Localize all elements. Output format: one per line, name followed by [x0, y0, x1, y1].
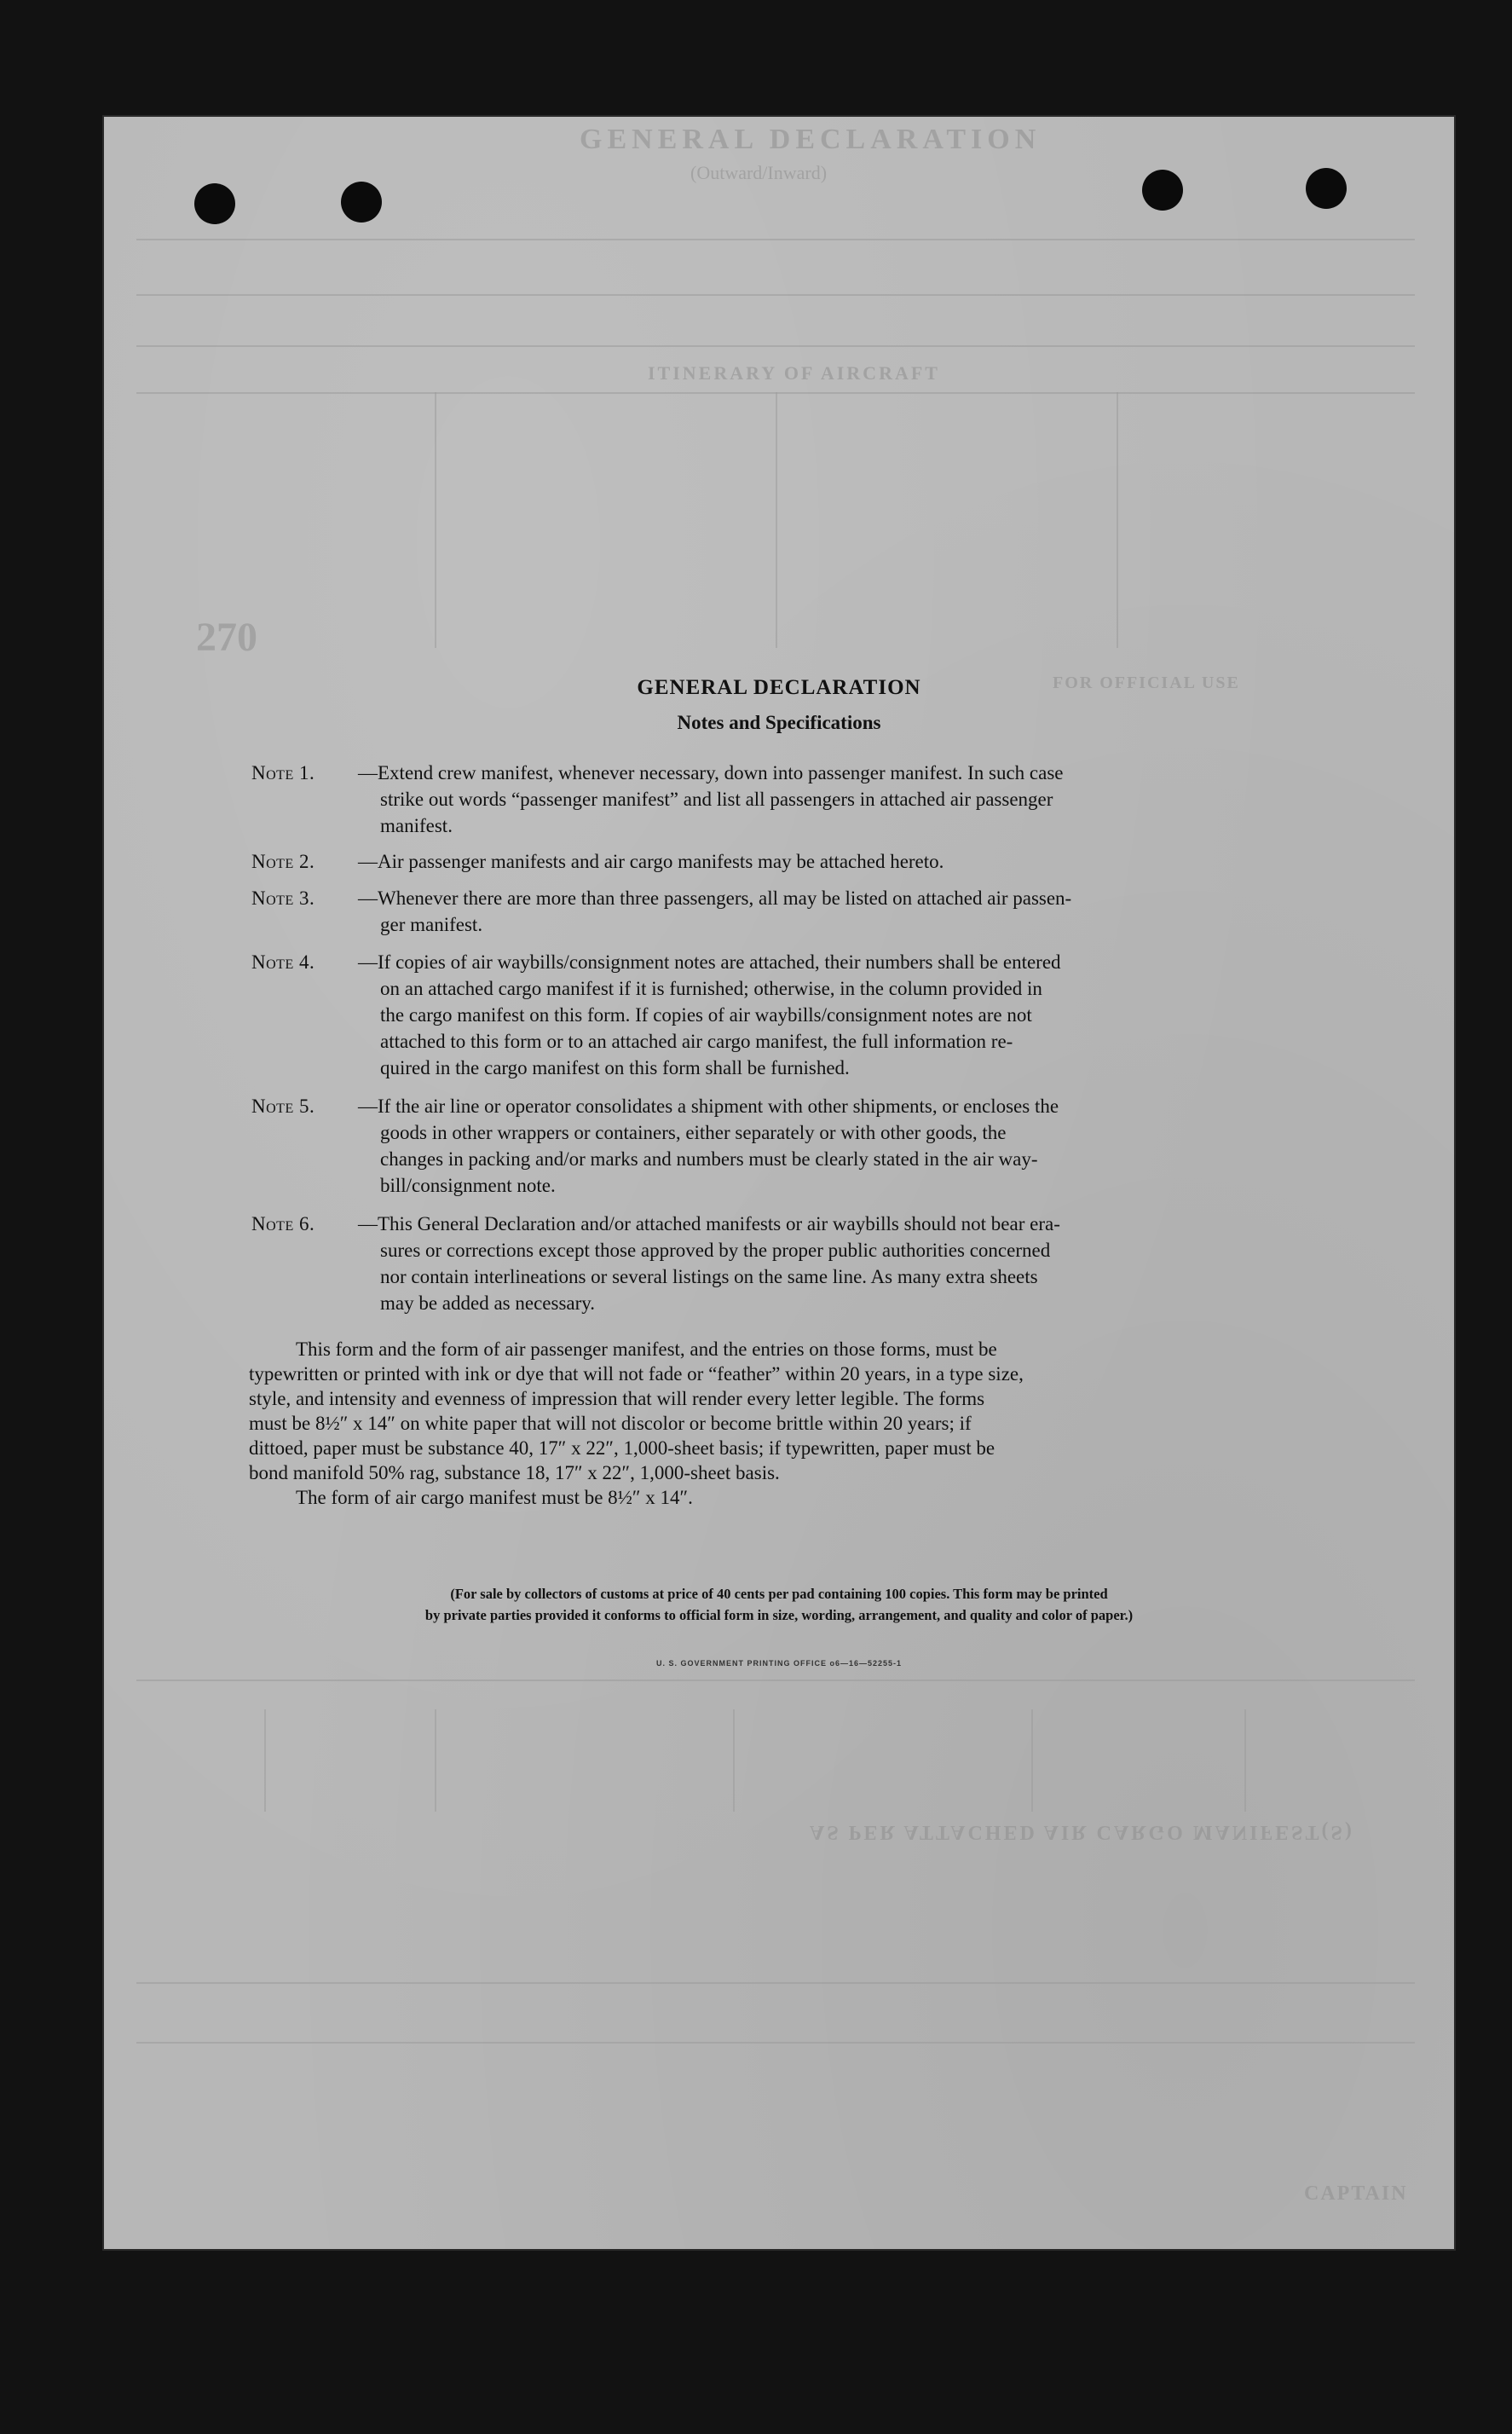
specifications-paragraph	[249, 1337, 1412, 1510]
note-3	[251, 885, 1411, 938]
paragraph-line: typewritten or printed with ink or dye that will not fade or “feather” within 20 years, in a type size,	[249, 1363, 1024, 1385]
note-line: manifest.	[380, 815, 453, 836]
note-line: ger manifest.	[380, 914, 483, 935]
printer-imprint: U. S. GOVERNMENT PRINTING OFFICE o6—16—52255-1	[655, 1659, 903, 1668]
bleed-captain: CAPTAIN	[1304, 2183, 1408, 2205]
note-1	[251, 760, 1411, 839]
bleed-itinerary-heading: ITINERARY OF AIRCRAFT	[648, 362, 940, 384]
note-label: Note 4.	[251, 951, 315, 973]
note-line: nor contain interlineations or several listings on the same line. As many extra sheets	[380, 1266, 1038, 1287]
note-line: attached to this form or to an attached air cargo manifest, the full information re-	[380, 1031, 1013, 1052]
note-line: changes in packing and/or marks and numbers must be clearly stated in the air way-	[380, 1148, 1038, 1170]
note-line: bill/consignment note.	[380, 1175, 556, 1196]
sale-notice-line: by private parties provided it conforms to official form in size, wording, arrangement, and quality and color of paper.)	[424, 1607, 1134, 1623]
paragraph-line: dittoed, paper must be substance 40, 17″ x 22″, 1,000-sheet basis; if typewritten, paper must be	[249, 1437, 995, 1459]
notes-and-specifications	[102, 115, 1456, 2251]
note-4	[251, 949, 1411, 1081]
bleed-stamp-number: 270	[196, 615, 257, 660]
note-line: —Air passenger manifests and air cargo manifests may be attached hereto.	[358, 851, 944, 872]
note-line: —Whenever there are more than three passengers, all may be listed on attached air passen-	[358, 887, 1072, 909]
paragraph-line: style, and intensity and evenness of impression that will render every letter legible. The forms	[249, 1388, 985, 1409]
note-label: Note 2.	[251, 851, 315, 872]
bleed-cargo-heading: AS PER ATTACHED AIR CARGO MANIFEST(S)	[810, 1821, 1354, 1843]
note-line: the cargo manifest on this form. If copies of air waybills/consignment notes are not	[380, 1004, 1032, 1026]
note-label: Note 6.	[251, 1213, 315, 1234]
note-line: —If copies of air waybills/consignment notes are attached, their numbers shall be entered	[358, 951, 1061, 973]
paragraph-line: The form of air cargo manifest must be 8½″ x 14″.	[296, 1487, 693, 1508]
sale-notice-line: (For sale by collectors of customs at price of 40 cents per pad containing 100 copies. This form may be printed	[450, 1586, 1108, 1602]
note-line: —Extend crew manifest, whenever necessary, down into passenger manifest. In such case	[358, 762, 1064, 783]
page-subtitle: Notes and Specifications	[677, 712, 881, 733]
bleed-header-title: GENERAL DECLARATION	[580, 124, 1042, 155]
note-line: may be added as necessary.	[380, 1292, 596, 1314]
note-line: sures or corrections except those approved by the proper public authorities concerned	[380, 1240, 1051, 1261]
note-6	[251, 1211, 1411, 1316]
note-line: —If the air line or operator consolidates a shipment with other shipments, or encloses the	[358, 1096, 1059, 1117]
document-sheet	[102, 115, 1456, 2251]
bleed-official-use: FOR OFFICIAL USE	[1053, 674, 1240, 692]
note-line: quired in the cargo manifest on this form shall be furnished.	[380, 1057, 850, 1078]
note-label: Note 1.	[251, 762, 315, 783]
bleed-header-sub: (Outward/Inward)	[690, 162, 828, 183]
page-title: GENERAL DECLARATION	[637, 676, 921, 699]
paragraph-line: must be 8½″ x 14″ on white paper that will not discolor or become brittle within 20 years; if	[249, 1413, 972, 1434]
note-line: on an attached cargo manifest if it is furnished; otherwise, in the column provided in	[380, 978, 1042, 999]
note-label: Note 3.	[251, 887, 315, 909]
note-line: goods in other wrappers or containers, either separately or with other goods, the	[380, 1122, 1007, 1143]
note-5	[251, 1093, 1411, 1199]
note-label: Note 5.	[251, 1096, 315, 1117]
paragraph-line: bond manifold 50% rag, substance 18, 17″ x 22″, 1,000-sheet basis.	[249, 1462, 780, 1483]
note-line: —This General Declaration and/or attached manifests or air waybills should not bear era-	[358, 1213, 1060, 1234]
note-line: strike out words “passenger manifest” and list all passengers in attached air passenger	[380, 789, 1053, 810]
sale-notice	[102, 1583, 1456, 1626]
paragraph-line: This form and the form of air passenger manifest, and the entries on those forms, must be	[296, 1338, 997, 1360]
note-2	[251, 848, 1411, 875]
